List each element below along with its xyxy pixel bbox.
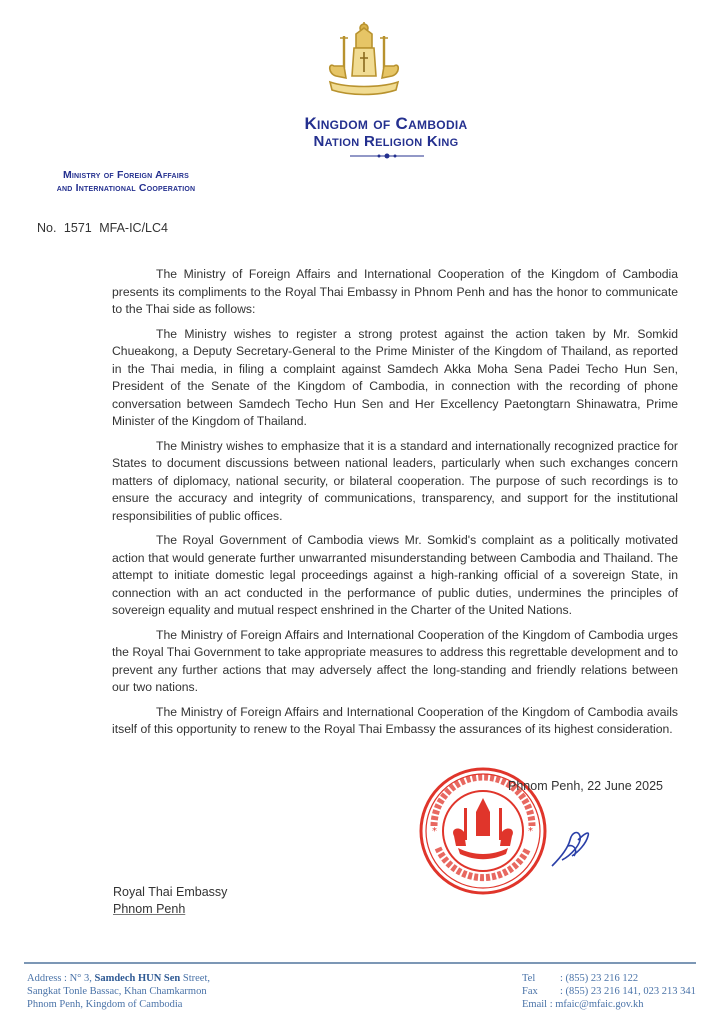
address-label: Address : N° 3, <box>27 973 95 984</box>
reference-number: No. 1571 MFA-IC/LC4 <box>37 221 168 235</box>
date-line: Phnom Penh, 22 June 2025 <box>508 779 663 793</box>
svg-text:*: * <box>432 826 437 837</box>
fax-row <box>522 985 696 998</box>
email-label: Email <box>522 999 548 1010</box>
ministry-name-line1: Ministry of Foreign Affairs <box>62 169 190 181</box>
footer-address <box>27 972 210 1011</box>
footer-contact <box>522 972 696 1011</box>
paragraph: The Ministry of Foreign Affairs and International Cooperation of the Kingdom of Cambodia presents its compliments to the Royal Thai Embassy in Phnom Penh and has the honor to communicate to the Thai side as follows: <box>112 267 678 316</box>
letterhead-motto: Nation Religion King <box>313 133 459 150</box>
recipient-name: Royal Thai Embassy <box>113 885 228 899</box>
fax-value: : (855) 23 216 141, 023 213 341 <box>560 986 696 997</box>
footer-divider <box>24 962 696 964</box>
signature-icon <box>548 826 594 870</box>
paragraph: The Ministry of Foreign Affairs and International Cooperation of the Kingdom of Cambodia avails itself of this opportunity to renew to the Royal Thai Embassy the assurances of its highest consideration. <box>112 704 678 736</box>
royal-coat-of-arms-icon <box>318 18 410 104</box>
tel-value: : (855) 23 216 122 <box>560 973 639 984</box>
letter-body <box>112 266 678 746</box>
paragraph: The Royal Government of Cambodia views Mr. Somkid's complaint as a politically motivated action that would generate further unwarranted misunderstanding between Cambodia and Thailand. The attempt to initiate domestic legal proceedings against a high-ranking official of a sovereign State, in connection with an act conducted in the performance of public duties, undermines the principles of sovereign equality and mutual respect enshrined in the Charter of the United Nations. <box>112 533 678 617</box>
paragraph: The Ministry wishes to emphasize that it is a standard and internationally recognized practice for States to document discussions between national leaders, particularly when such exchanges concern matters of diplomacy, national security, or bilateral cooperation. The purpose of such recordings is to ensure the accuracy and integrity of communications, transparency, and support for the institutional responsibilities of public offices. <box>112 438 678 523</box>
fax-label: Fax <box>522 986 538 997</box>
address-line1 <box>27 972 210 985</box>
ministry-name <box>26 169 226 195</box>
recipient-city: Phnom Penh <box>113 902 186 916</box>
ornament-divider-icon <box>348 152 426 160</box>
paragraph: The Ministry of Foreign Affairs and International Cooperation of the Kingdom of Cambodia urges the Royal Thai Government to take appropriate measures to address this regrettable development and to prevent any further actions that may adversely affect the long-standing and friendly relations between our two nations. <box>112 627 678 694</box>
address-line3: Phnom Penh, Kingdom of Cambodia <box>27 999 183 1010</box>
paragraph: The Ministry wishes to register a strong protest against the action taken by Mr. Somkid Chueakong, a Deputy Secretary-General to the Prime Minister of the Kingdom of Thailand, as reported in the Thai media, in filing a complaint against Samdech Akka Moha Sena Padei Techo Hun Sen, President of the Senate of the Kingdom of Cambodia, in connection with the recording of phone conversation between Samdech Techo Hun Sen and Her Excellency Paetongtarn Shinawatra, Prime Minister of the Kingdom of Thailand. <box>112 326 678 428</box>
address-street-name: Samdech HUN Sen <box>94 973 181 984</box>
ministry-name-line2: and International Cooperation <box>56 182 196 194</box>
address-street-suffix: Street, <box>180 973 211 984</box>
svg-text:*: * <box>528 826 533 837</box>
email-value: : mfaic@mfaic.gov.kh <box>549 999 644 1010</box>
address-line2: Sangkat Tonle Bassac, Khan Chamkarmon <box>27 986 207 997</box>
recipient-block <box>113 884 227 918</box>
tel-row <box>522 972 696 985</box>
email-row <box>522 998 696 1011</box>
letterhead-title: Kingdom of Cambodia <box>304 114 468 133</box>
tel-label: Tel <box>522 973 536 984</box>
